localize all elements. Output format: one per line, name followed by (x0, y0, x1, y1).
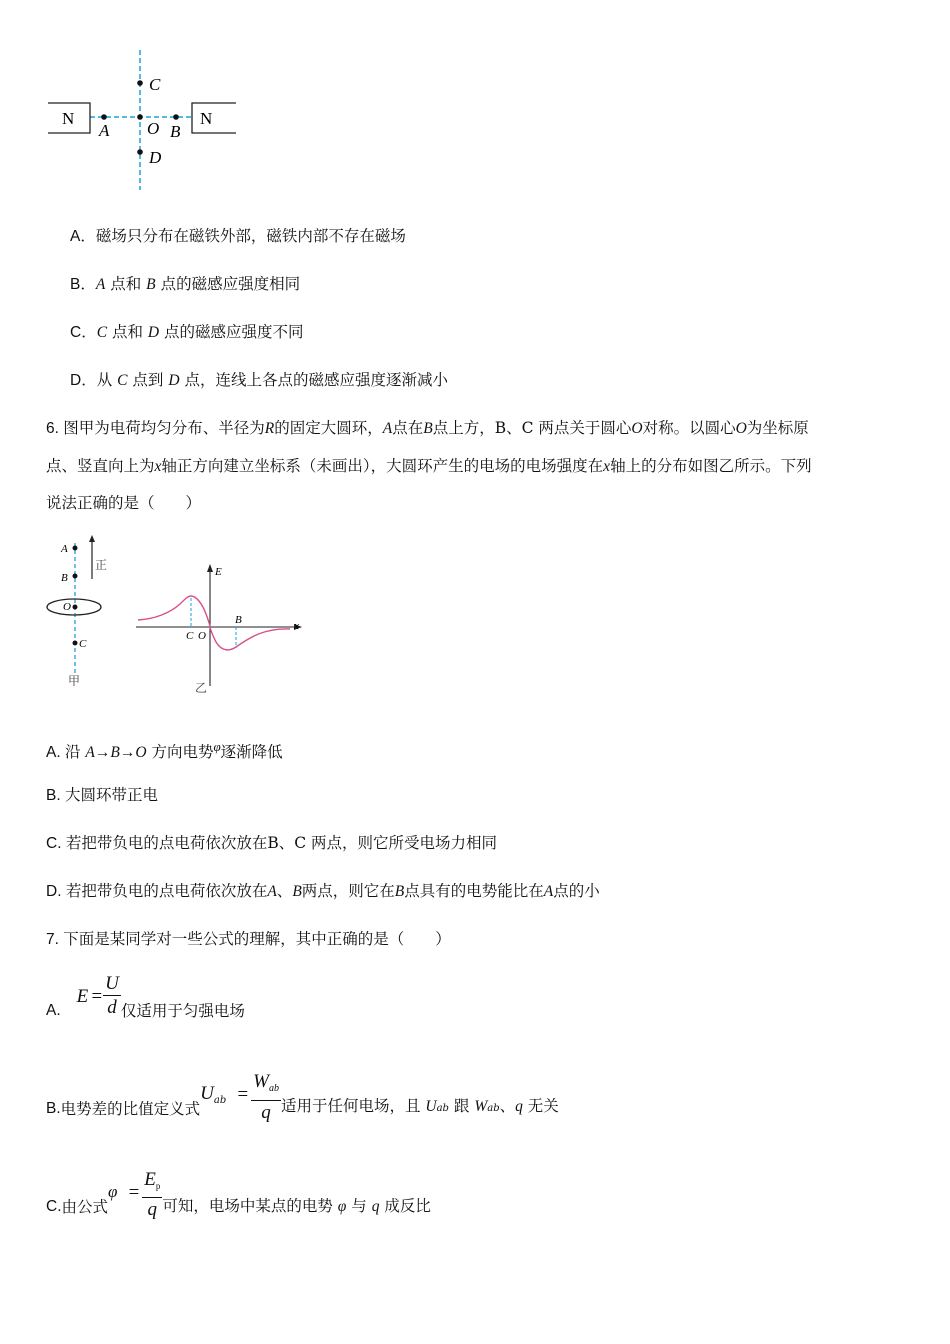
q7-option-c: C. 由公式 φ = $\frac{E_p}{q}$ 可知，电场中某点的电势 φ 与 q 成反比 (46, 1169, 431, 1220)
jia-label-C: C (79, 638, 87, 650)
q6-option-a: A. 沿 A→B→O 方向电势$^\varphi$逐渐降低 (46, 739, 283, 762)
figure-jia (40, 533, 120, 693)
positive-arrow-head (89, 535, 95, 542)
yi-caption: 乙 (195, 681, 208, 695)
q7-option-a: A. E = $\frac{U}{d}$ 仅适用于匀强电场 (46, 973, 245, 1020)
point-D (137, 149, 143, 155)
jia-point-C (73, 641, 78, 646)
jia-label-O: O (63, 601, 71, 613)
q6-option-c: C. 若把带负电的点电荷依次放在B、C 两点，则它所受电场力相同 (46, 834, 497, 852)
yi-e-arrow (207, 564, 213, 572)
q6-stem-line2: 点、竖直向上为x轴正方向建立坐标系（未画出），大圆环产生的电场的电场强度在x轴上的分布如图乙所示。下列 (46, 457, 812, 475)
figure-magnets (40, 45, 250, 195)
label-C: C (149, 75, 161, 94)
q7-stem: 7. 下面是某同学对一些公式的理解，其中正确的是（ ） (46, 930, 451, 948)
right-magnet (192, 103, 236, 133)
jia-point-B (73, 574, 78, 579)
left-magnet-label: N (62, 109, 75, 128)
figure-yi (130, 558, 310, 698)
jia-label-B: B (61, 572, 68, 584)
label-O: O (147, 119, 160, 138)
formula-phi-ep-over-q: $\frac{E_p}{q}$ (144, 1169, 161, 1220)
q6-stem-line3: 说法正确的是（ ） (46, 494, 202, 512)
formula-e-u-over-d: $\frac{U}{d}$ (105, 973, 119, 1018)
formula-uab-wab-over-q: $\frac{W_{ab}}{q}$ (253, 1071, 279, 1123)
field-curve (138, 596, 290, 650)
yi-label-C: C (186, 630, 194, 642)
jia-point-A (73, 546, 78, 551)
label-B: B (170, 122, 181, 141)
jia-caption: 甲 (68, 674, 81, 688)
point-A (101, 114, 107, 120)
point-B (173, 114, 179, 120)
right-magnet-label: N (200, 109, 213, 128)
q6-option-d: D. 若把带负电的点电荷依次放在A、B两点，则它在B点具有的电势能比在A点的小 (46, 882, 600, 900)
q6-stem-line1: 6. 图甲为电荷均匀分布、半径为R的固定大圆环，A点在B点上方，B、C 两点关于圆心O对称。以圆心O为坐标原 (46, 419, 809, 437)
q5-option-c: C．C 点和 D 点的磁感应强度不同 (70, 323, 304, 341)
q6-option-b: B. 大圆环带正电 (46, 786, 158, 804)
jia-point-O (73, 605, 78, 610)
jia-label-A: A (61, 543, 68, 555)
q5-option-a: A．磁场只分布在磁铁外部，磁铁内部不存在磁场 (70, 227, 406, 245)
yi-label-B: B (235, 614, 242, 626)
label-A: A (99, 121, 110, 140)
positive-label: 正 (95, 558, 108, 572)
yi-label-E: E (215, 566, 222, 578)
yi-label-x: x (294, 620, 299, 632)
label-D: D (149, 148, 162, 167)
q5-option-d: D．从 C 点到 D 点，连线上各点的磁感应强度逐渐减小 (70, 371, 448, 389)
point-O (137, 114, 143, 120)
point-C (137, 80, 143, 86)
q7-option-b: B. 电势差的比值定义式 $U_{ab}$ = $\frac{W_{ab}}{q}$ 适用于任何电场，且 Uab 跟 Wab、q 无关 (46, 1071, 559, 1123)
q5-option-b: B．A 点和 B 点的磁感应强度相同 (70, 275, 301, 293)
yi-label-O: O (198, 630, 206, 642)
